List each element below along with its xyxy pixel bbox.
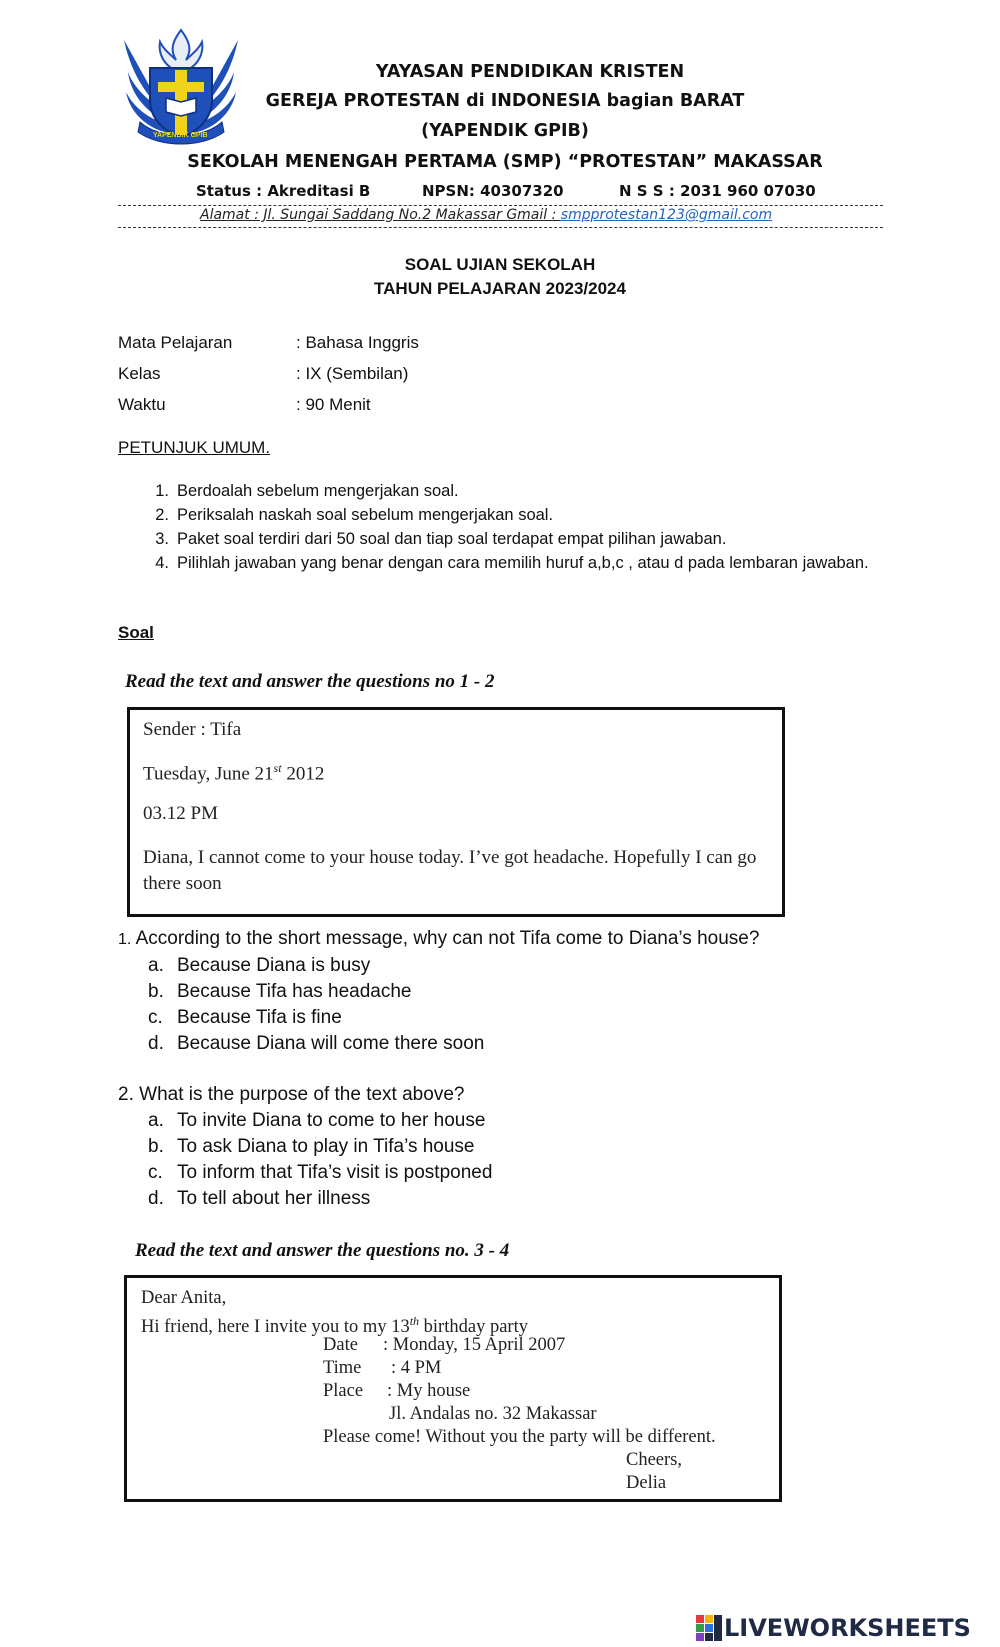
invitation-intro-end: birthday party (419, 1317, 528, 1338)
foundation-name: YAYASAN PENDIDIKAN KRISTEN (375, 62, 685, 82)
info-label: Kelas (118, 364, 161, 383)
invitation-date-label: Date (323, 1335, 358, 1355)
liveworksheets-icon (696, 1615, 722, 1641)
question-prompt: What is the purpose of the text above? (133, 1084, 465, 1105)
address-text: Alamat : Jl. Sungai Saddang No.2 Makassar Gmail : (200, 207, 561, 223)
school-npsn: NPSN: 40307320 (422, 182, 564, 200)
invitation-greeting: Dear Anita, (141, 1288, 227, 1308)
answer-option[interactable] (118, 1134, 978, 1160)
invitation-closing: Please come! Without you the party will be different. (323, 1427, 716, 1447)
question-prompt: According to the short message, why can not Tifa come to Diana’s house? (131, 928, 760, 949)
sms-message: Diana, I cannot come to your house today. I’ve got headache. Hopefully I can go there soon (143, 847, 757, 894)
invitation-place-value: : My house (387, 1381, 471, 1401)
sms-date-sup: st (273, 761, 282, 775)
option-text: Because Tifa has headache (177, 981, 412, 1002)
question-text (118, 1082, 978, 1108)
school-nss: N S S : 2031 960 07030 (619, 182, 816, 200)
question-text (118, 926, 978, 953)
sms-date-year: 2012 (281, 763, 325, 785)
sms-date (143, 761, 324, 785)
info-value: : 90 Menit (296, 395, 371, 414)
option-text: To tell about her illness (177, 1188, 371, 1209)
invitation-intro-sup: th (409, 1314, 420, 1328)
exam-year: TAHUN PELAJARAN 2023/2024 (374, 279, 626, 298)
answer-option[interactable] (118, 1108, 978, 1134)
exam-title: SOAL UJIAN SEKOLAH (404, 255, 596, 274)
info-value: : IX (Sembilan) (296, 364, 409, 383)
invitation-text-box (124, 1275, 782, 1502)
section2-instruction: Read the text and answer the questions no. 3 - 4 (135, 1240, 510, 1261)
question-2 (118, 1082, 978, 1212)
list-text: Pilihlah jawaban yang benar dengan cara memilih huruf a,b,c , atau d pada lembaran jawaban. (177, 554, 869, 572)
list-item (155, 551, 877, 575)
info-row (118, 389, 419, 420)
list-text: Berdoalah sebelum mengerjakan soal. (177, 482, 459, 500)
answer-option[interactable] (118, 1031, 978, 1057)
list-number: 3. (155, 530, 169, 548)
list-number: 4. (155, 554, 169, 572)
logo-text: YAPENDIK GPIB (153, 132, 208, 139)
sms-text-box (127, 707, 785, 917)
sms-sender: Sender : Tifa (143, 719, 242, 740)
info-row (118, 358, 419, 389)
sms-date-text: Tuesday, June 21 (143, 763, 274, 785)
answer-option[interactable] (118, 1186, 978, 1212)
school-status: Status : Akreditasi B (196, 182, 371, 200)
info-value: : Bahasa Inggris (296, 333, 419, 352)
exam-info (118, 327, 419, 420)
option-letter: d. (148, 1033, 164, 1054)
school-address (200, 207, 772, 223)
option-text: To inform that Tifa’s visit is postponed (177, 1162, 493, 1183)
church-name: GEREJA PROTESTAN di INDONESIA bagian BARAT (265, 91, 745, 111)
question-number: 1. (118, 931, 132, 948)
list-item (155, 503, 877, 527)
option-letter: a. (148, 955, 164, 976)
invitation-address: Jl. Andalas no. 32 Makassar (389, 1404, 597, 1424)
soal-heading: Soal (118, 623, 154, 642)
info-row (118, 327, 419, 358)
option-text: To invite Diana to come to her house (177, 1110, 486, 1131)
option-text: To ask Diana to play in Tifa’s house (177, 1136, 475, 1157)
option-letter: d. (148, 1188, 164, 1209)
option-letter: c. (148, 1162, 163, 1183)
option-text: Because Tifa is fine (177, 1007, 342, 1028)
liveworksheets-logo (696, 1613, 971, 1643)
header-divider-top (118, 205, 883, 206)
list-text: Paket soal terdiri dari 50 soal dan tiap soal terdapat empat pilihan jawaban. (177, 530, 727, 548)
option-text: Because Diana is busy (177, 955, 371, 976)
list-item (155, 479, 877, 503)
question-number: 2. (118, 1084, 134, 1105)
section1-instruction: Read the text and answer the questions no 1 - 2 (125, 671, 495, 692)
petunjuk-list (155, 479, 877, 575)
option-letter: a. (148, 1110, 164, 1131)
sms-time: 03.12 PM (143, 803, 218, 824)
invitation-date-value: : Monday, 15 April 2007 (383, 1335, 566, 1355)
list-text: Periksalah naskah soal sebelum mengerjakan soal. (177, 506, 554, 524)
invitation-place-label: Place (323, 1381, 364, 1401)
list-number: 1. (155, 482, 169, 500)
question-1 (118, 926, 978, 1057)
invitation-time-value: : 4 PM (391, 1358, 442, 1378)
list-number: 2. (155, 506, 169, 524)
invitation-cheers: Cheers, (626, 1450, 682, 1470)
answer-option[interactable] (118, 953, 978, 979)
liveworksheets-brand: LIVEWORKSHEETS (724, 1614, 971, 1642)
school-email-link[interactable]: smpprotestan123@gmail.com (560, 207, 773, 223)
invitation-time-label: Time (323, 1358, 362, 1378)
school-name: SEKOLAH MENENGAH PERTAMA (SMP) “PROTESTAN” MAKASSAR (187, 152, 823, 172)
option-text: Because Diana will come there soon (177, 1033, 485, 1054)
petunjuk-heading: PETUNJUK UMUM. (118, 438, 271, 457)
option-letter: c. (148, 1007, 163, 1028)
invitation-intro-text: Hi friend, here I invite you to my 13 (141, 1317, 410, 1338)
answer-option[interactable] (118, 979, 978, 1005)
foundation-abbrev: (YAPENDIK GPIB) (421, 121, 589, 141)
invitation-sender: Delia (626, 1473, 667, 1493)
header-divider-bottom (118, 227, 883, 228)
info-label: Waktu (118, 395, 166, 414)
option-letter: b. (148, 981, 164, 1002)
info-label: Mata Pelajaran (118, 333, 233, 352)
answer-option[interactable] (118, 1005, 978, 1031)
answer-option[interactable] (118, 1160, 978, 1186)
option-letter: b. (148, 1136, 164, 1157)
list-item (155, 527, 877, 551)
